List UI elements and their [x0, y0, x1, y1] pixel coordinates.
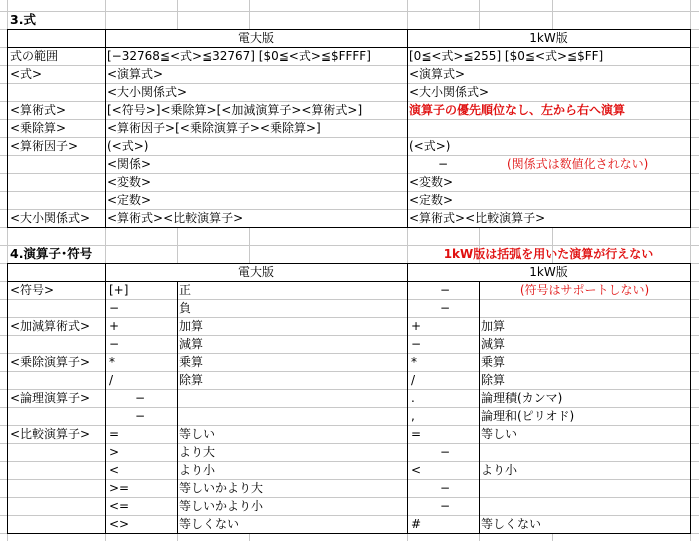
kw-description: 加算	[481, 319, 506, 333]
dendai-value: <変数>	[107, 175, 152, 189]
kw-symbol: =	[411, 427, 422, 441]
row-label: <乗除算>	[10, 121, 67, 135]
column-header-1kw: 1kW版	[529, 31, 568, 45]
kw-symbol: .	[411, 391, 415, 405]
kw-symbol: −	[439, 499, 451, 513]
kw-symbol: *	[411, 355, 417, 369]
dendai-symbol: <=	[109, 499, 130, 513]
row-label	[8, 497, 105, 515]
kw-description: 論理積(カンマ)	[481, 391, 563, 405]
row-label	[8, 83, 105, 101]
dendai-value: <算術式><比較演算子>	[107, 211, 244, 225]
kw-symbol: ,	[411, 409, 415, 423]
row-label: <加減算術式>	[10, 319, 91, 333]
table-border	[105, 263, 106, 533]
kw-value: <定数>	[409, 193, 454, 207]
dendai-symbol: <>	[109, 517, 130, 531]
dendai-symbol: −	[109, 301, 120, 315]
kw-value: −	[437, 157, 449, 171]
row-label: <符号>	[10, 283, 55, 297]
dendai-symbol: /	[109, 373, 114, 387]
table-border	[407, 263, 408, 533]
table-border	[7, 29, 8, 228]
kw-value: <演算式>	[409, 67, 466, 81]
row-label: <大小関係式>	[10, 211, 91, 225]
dendai-symbol: [+]	[109, 283, 129, 297]
dendai-description: 乗算	[179, 355, 204, 369]
dendai-description: 等しいかより小	[179, 499, 264, 513]
row-label: <乗除演算子>	[10, 355, 91, 369]
dendai-value: <算術因子>[<乗除演算子><乗除算>]	[107, 121, 321, 135]
row-label	[8, 407, 105, 425]
table-border	[7, 29, 691, 30]
table-border	[7, 263, 691, 264]
kw-description	[479, 497, 690, 515]
kw-description: 等しくない	[481, 517, 542, 531]
table-border	[105, 29, 106, 227]
row-label	[8, 191, 105, 209]
row-label	[8, 479, 105, 497]
dendai-symbol: −	[109, 337, 120, 351]
kw-description: (符号はサポートしない)	[519, 283, 650, 297]
dendai-description: 正	[179, 283, 192, 297]
column-header-dendai: 電大版	[237, 265, 274, 279]
kw-description	[479, 443, 690, 461]
dendai-description: 等しくない	[179, 517, 240, 531]
dendai-description: より大	[179, 445, 216, 459]
row-label	[8, 299, 105, 317]
table-border	[7, 263, 8, 534]
kw-symbol: −	[439, 481, 451, 495]
kw-symbol: −	[411, 337, 422, 351]
table-border	[479, 281, 480, 533]
kw-symbol: −	[439, 301, 451, 315]
kw-value: 演算子の優先順位なし、左から右へ演算	[409, 103, 626, 117]
kw-symbol: −	[439, 283, 451, 297]
kw-description: 減算	[481, 337, 506, 351]
dendai-description	[177, 407, 407, 425]
dendai-value: <演算式>	[107, 67, 164, 81]
section-note: 1kW版は括弧を用いた演算が行えない	[443, 247, 654, 261]
dendai-value: <大小関係式>	[107, 85, 188, 99]
dendai-description: 等しい	[179, 427, 216, 441]
kw-description: 等しい	[481, 427, 518, 441]
row-label	[8, 461, 105, 479]
dendai-symbol: −	[134, 409, 146, 423]
kw-symbol: +	[411, 319, 422, 333]
kw-symbol: −	[439, 445, 451, 459]
dendai-value: <定数>	[107, 193, 152, 207]
kw-description: 除算	[481, 373, 506, 387]
kw-symbol: <	[411, 463, 422, 477]
table-border	[7, 281, 691, 282]
dendai-symbol: >	[109, 445, 120, 459]
dendai-value: (<式>)	[107, 139, 149, 153]
row-label	[8, 173, 105, 191]
dendai-description: 減算	[179, 337, 204, 351]
row-label	[8, 443, 105, 461]
row-label: <算術因子>	[10, 139, 79, 153]
kw-value: (<式>)	[409, 139, 451, 153]
kw-description	[479, 299, 690, 317]
row-label	[8, 155, 105, 173]
kw-value	[407, 119, 690, 137]
dendai-description: より小	[179, 463, 216, 477]
row-label: <論理演算子>	[10, 391, 91, 405]
column-header-1kw: 1kW版	[529, 265, 568, 279]
dendai-symbol: <	[109, 463, 120, 477]
row-label: <算術式>	[10, 103, 67, 117]
section-title: 4.演算子･符号	[10, 246, 93, 261]
dendai-value: [−32768≦<式>≦32767] [$0≦<式>≦$FFFF]	[107, 49, 371, 63]
table-border	[177, 281, 178, 533]
row-label: <比較演算子>	[10, 427, 91, 441]
dendai-description: 負	[179, 301, 192, 315]
dendai-symbol: =	[109, 427, 120, 441]
table-border	[690, 263, 691, 534]
dendai-description	[177, 389, 407, 407]
kw-value: [0≦<式>≦255] [$0≦<式>≦$FF]	[409, 49, 604, 63]
dendai-description: 除算	[179, 373, 204, 387]
row-label	[8, 371, 105, 389]
column-header-dendai: 電大版	[237, 31, 274, 45]
dendai-symbol: *	[109, 355, 115, 369]
dendai-description: 加算	[179, 319, 204, 333]
kw-note: (関係式は数値化されない)	[507, 157, 649, 171]
table-border	[690, 29, 691, 228]
row-label	[8, 515, 105, 533]
kw-description: 乗算	[481, 355, 506, 369]
section-title: 3.式	[10, 12, 36, 27]
kw-symbol: #	[411, 517, 422, 531]
table-border	[7, 533, 691, 534]
kw-value: <変数>	[409, 175, 454, 189]
kw-description	[479, 479, 690, 497]
dendai-value: [<符号>]<乗除算>[<加減演算子><算術式>]	[107, 103, 363, 117]
kw-description: 論理和(ピリオド)	[481, 409, 575, 423]
dendai-symbol: >=	[109, 481, 130, 495]
row-label: <式>	[10, 67, 43, 81]
table-border	[7, 227, 691, 228]
kw-value: <算術式><比較演算子>	[409, 211, 546, 225]
dendai-symbol: +	[109, 319, 120, 333]
row-label: 式の範囲	[10, 49, 59, 63]
row-label	[8, 335, 105, 353]
kw-symbol: /	[411, 373, 416, 387]
table-border	[407, 29, 408, 227]
table-border	[7, 47, 691, 48]
kw-description: より小	[481, 463, 518, 477]
kw-value: <大小関係式>	[409, 85, 490, 99]
dendai-value: <関係>	[107, 157, 152, 171]
dendai-symbol: −	[134, 391, 146, 405]
dendai-description: 等しいかより大	[179, 481, 264, 495]
